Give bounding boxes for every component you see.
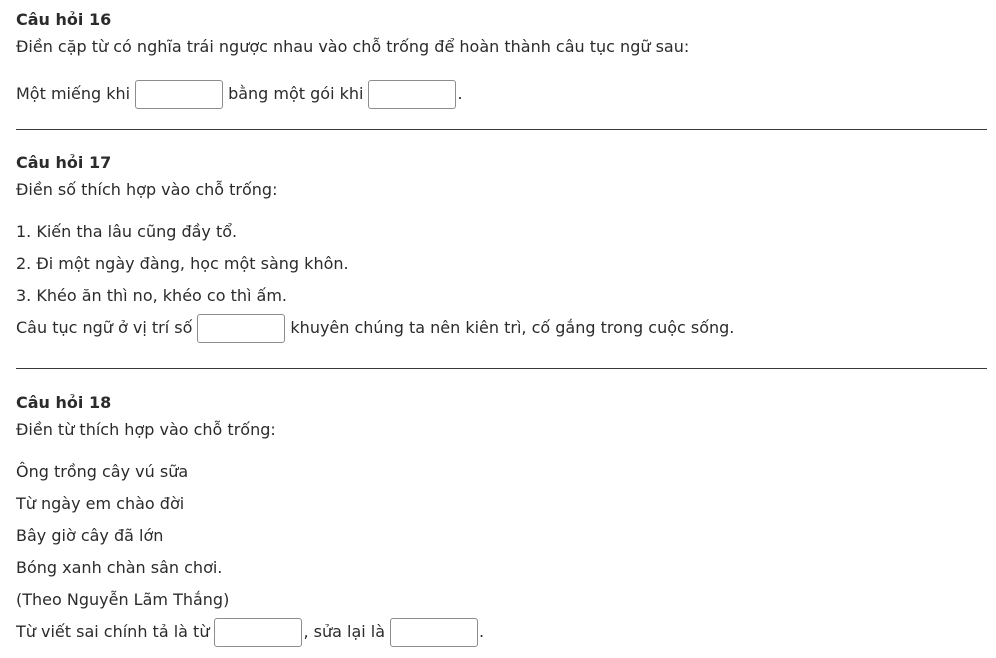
question-prompt: Điền số thích hợp vào chỗ trống: [16,180,278,199]
answer-blank-1[interactable] [135,80,223,109]
question-title: Câu hỏi 17 [16,153,112,172]
fill-sentence [16,317,987,339]
poem-line: Ông trồng cây vú sữa [16,462,189,481]
question-title: Câu hỏi 16 [16,10,112,29]
sentence-text: , sửa lại là [303,622,386,641]
fill-sentence [16,621,987,643]
sentence-text: . [457,84,463,103]
sentence-text: Câu tục ngữ ở vị trí số [16,318,193,337]
question-16 [16,9,987,105]
sentence-text: Từ viết sai chính tả là từ [16,622,210,641]
question-18 [16,392,987,643]
question-17 [16,152,987,339]
sentence-text: Một miếng khi [16,84,131,103]
poem-line: Từ ngày em chào đời [16,494,185,513]
question-prompt: Điền cặp từ có nghĩa trái ngược nhau vào chỗ trống để hoàn thành câu tục ngữ sau: [16,37,690,56]
sentence-text: bằng một gói khi [228,84,364,103]
answer-blank-2[interactable] [368,80,456,109]
list-item: 3. Khéo ăn thì no, khéo co thì ấm. [16,286,287,305]
fill-sentence [16,83,987,105]
divider [16,129,987,130]
sentence-text: . [479,622,485,641]
answer-blank-1[interactable] [214,618,302,647]
list-item: 1. Kiến tha lâu cũng đầy tổ. [16,222,238,241]
question-title: Câu hỏi 18 [16,393,112,412]
answer-blank-1[interactable] [197,314,285,343]
poem-line: Bóng xanh chàn sân chơi. [16,558,223,577]
answer-blank-2[interactable] [390,618,478,647]
question-prompt: Điền từ thích hợp vào chỗ trống: [16,420,276,439]
divider [16,368,987,369]
poem-line: Bây giờ cây đã lớn [16,526,164,545]
poem-source: (Theo Nguyễn Lãm Thắng) [16,590,230,609]
list-item: 2. Đi một ngày đàng, học một sàng khôn. [16,254,349,273]
sentence-text: khuyên chúng ta nên kiên trì, cố gắng trong cuộc sống. [290,318,735,337]
